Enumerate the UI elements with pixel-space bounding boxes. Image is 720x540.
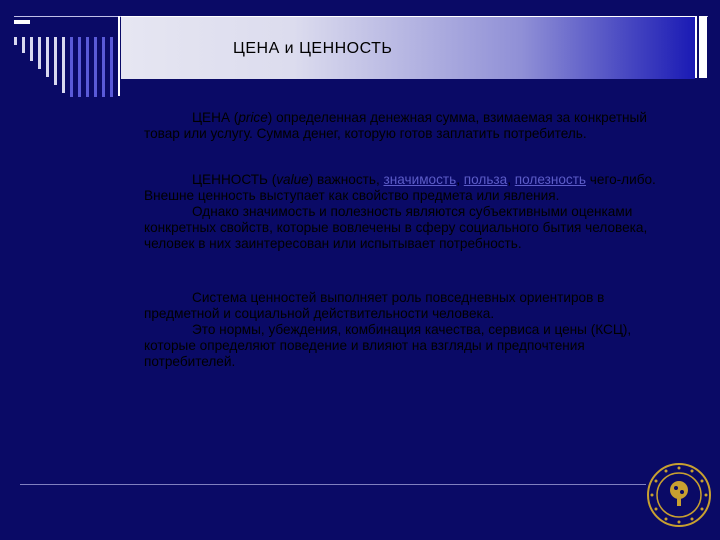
value-term: ЦЕННОСТЬ <box>192 172 268 187</box>
value-english: value <box>276 172 309 187</box>
system-para2: Это нормы, убеждения, комбинация качества, сервиса и цены (КСЦ), которые определяют поведение и влияют на взгляды и предпочтения потребителей. <box>144 322 632 369</box>
university-seal-icon <box>646 462 712 528</box>
price-definition: ЦЕНА (price) определенная денежная сумма, взимаемая за конкретный товар или услугу. Сумма денег, которую готов заплатить потребитель. <box>144 110 647 141</box>
system-para1: Система ценностей выполняет роль повседневных ориентиров в предметной и социальной действительности человека. <box>144 290 605 321</box>
link-benefit[interactable]: польза <box>463 172 508 187</box>
system-paragraph-1 <box>144 290 664 322</box>
title-banner <box>121 16 695 79</box>
footer-divider <box>20 484 646 485</box>
price-term: ЦЕНА <box>192 110 231 125</box>
value-def-rest: чего-либо. Внешне ценность выступает как свойство предмета или явления. <box>144 172 656 203</box>
value-definition: ЦЕННОСТЬ (value) важность, значимость, польза, полезность чего-либо. Внешне ценность выступает как свойство предмета или явления. <box>144 172 656 203</box>
link-significance[interactable]: значимость <box>383 172 457 187</box>
value-para2: Однако значимость и полезность являются субъективными оценками конкретных свойств, которые вовлечены в сферу социального бытия человека, человек в них заинтересован или испытывает потребность. <box>144 204 648 251</box>
slide-title: ЦЕНА и ЦЕННОСТЬ <box>233 40 393 57</box>
link-usefulness[interactable]: полезность <box>514 172 587 187</box>
system-paragraph-2 <box>144 322 664 370</box>
value-subjectivity-paragraph <box>144 204 664 252</box>
value-importance: важность <box>317 172 376 187</box>
price-def-line1: определенная денежная сумма, взимаемая за <box>272 110 571 125</box>
price-english: price <box>238 110 268 125</box>
slide-content <box>144 110 664 370</box>
price-def-rest: конкретный товар или услугу. Сумма денег, которую готов заплатить потребитель. <box>144 110 647 141</box>
